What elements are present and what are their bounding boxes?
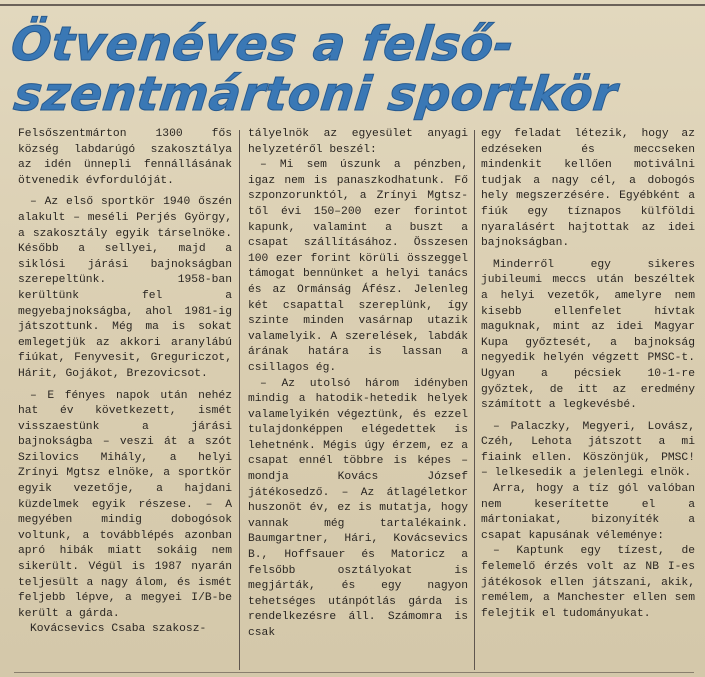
headline <box>3 17 694 122</box>
paragraph: – Az első sportkör 1940 őszén alakult – meséli Perjés György, a szakosztály egyik társelnöke. Később a sellyei, majd a siklósi járási bajnokságban szerepeltünk. 1958-ban kerültünk fel a megyebajnokságba, ahol 1981-ig játszottunk. Még ma is sokat emlegetjük az akkori aranylábú fiúkat, Fenyvesit, Greguriczot, Hárit, Gojákot, Brezovicsot. <box>18 196 232 380</box>
article-column-1 <box>18 127 232 675</box>
paragraph: – Kaptunk egy tízest, de felemelő érzés volt az NB I-es játékosok ellen játszani, akik, remélem, a Manchester ellen sem felejtik el tudományukat. <box>481 545 695 620</box>
article-column-3 <box>481 127 695 675</box>
column-divider <box>474 130 475 670</box>
column-divider <box>239 130 240 670</box>
paragraph: Felsőszentmárton 1300 fős község labdarúgó szakosztálya az idén ünnepli fennállásának ötvenedik évfordulóját. <box>18 128 232 187</box>
headline-line-1: Ötvenéves a felső- <box>8 17 517 72</box>
paragraph: Arra, hogy a tíz gól valóban nem keserítette el a mártoniakat, bizonyíték a csapat kapusának véleménye: <box>481 483 695 542</box>
paragraph: – Palaczky, Megyeri, Lovász, Czéh, Lehota játszott a mi fiaink ellen. Köszönjük, PMSC! – lelkesedik a jelenlegi elnök. <box>481 420 695 480</box>
bottom-rule <box>14 672 694 673</box>
top-rule <box>0 4 705 6</box>
paragraph: – Az utolsó három idényben mindig a hatodik-hetedik helyek valamelyikén végeztünk, és ezzel tulajdonképpen elégedettek is lehetnénk. Mégis úgy érzem, ez a csapat ennél többre is képes – mondja Kovács József játékosedző. – Az átlagéletkor huszonöt év, ez is mutatja, hogy vannak még tartalékaink. Baumgartner, Hári, Kovácsevics B., Hoffsauer és Matoricz a felsőbb osztályokat is megjárták, és egy nagyon tehetséges utánpótlás gárda is rendelkezésre áll. Számomra is csak <box>248 377 468 639</box>
headline-line-2: szentmártoni sportkör <box>11 67 620 122</box>
paragraph: egy feladat létezik, hogy az edzéseken és meccseken mindenkit kellően motiválni tudjak a nagy cél, a dobogós hely megszerzésére. Egyébként a fiúk egy tíznapos külföldi nyaralásért hajtottak az idei bajnokságban. <box>481 128 695 250</box>
paragraph: tályelnök az egyesület anyagi helyzetéről beszél: <box>248 128 468 156</box>
paragraph: – E fényes napok után nehéz hat év következett, ismét visszaestünk a járási bajnokságba – veszi át a szót Szilovics Mihály, a helyi Zrínyi Mgtsz elnöke, a sportkör egyik vezetője, a hajdani küzdelmek egyik részese. – A megyében mindig dobogósok voltunk, a továbblépés azonban apró hibák miatt sokáig nem sikerült. Végül is 1987 nyarán teljesült a nagy álom, és ismét feljebb lépve, a megyei I/B-be került a gárda. <box>18 389 232 620</box>
article-column-2 <box>248 127 468 675</box>
paragraph: Minderről egy sikeres jubileumi meccs után beszéltek a helyi vezetők, amelyre nem kisebb ellenfelet hívtak maguknak, mint az idei Magyar Kupa győztesét, a bajnokság negyedik helyén végzett PMSC-t. Ugyan a pécsiek 10-1-re győztek, de itt az eredmény számított a legkevésbé. <box>481 258 695 412</box>
paragraph: – Mi sem úszunk a pénzben, igaz nem is panaszkodhatunk. Fő szponzorunktól, a Zrínyi Mgtsz-től évi 150–200 ezer forintot kapunk, valamint a buszt a csapat szállításához. Összesen 100 ezer forint körüli összeggel támogat bennünket a helyi tanács és az Ormánság Áfész. Jelenleg két csapattal szereplünk, így szinte minden vasárnap utazik valamelyik. A szerelések, labdák árának határa is lassan a csillagos ég. <box>248 159 468 374</box>
paragraph: Kovácsevics Csaba szakosz- <box>30 623 207 636</box>
